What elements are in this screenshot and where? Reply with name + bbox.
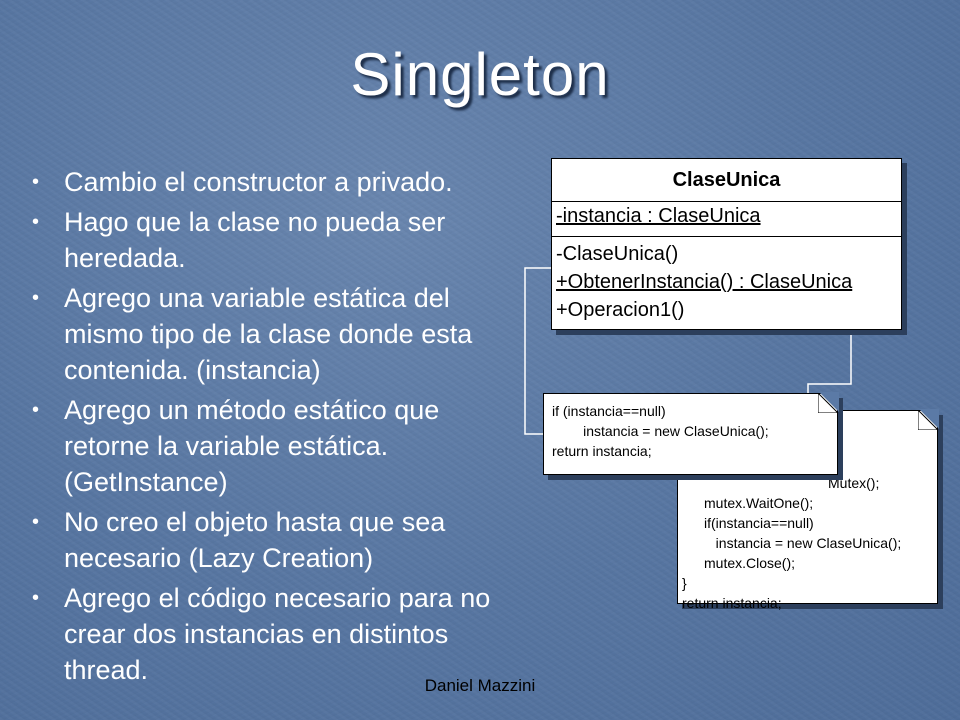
code-line: Mutex(); [828,475,880,491]
footer-author: Daniel Mazzini [424,676,536,695]
bullet-dot-icon: • [32,511,40,533]
code-line: mutex.WaitOne(); [704,495,814,511]
uml-operation-constructor: -ClaseUnica() [556,243,679,265]
note-corner-fold-icon [918,410,938,430]
uml-attributes [552,202,901,237]
code-line: return instancia; [682,595,782,611]
bullet-item: • Agrego el código necesario para no crear dos instancias en distintos thread. [30,580,530,688]
code-line: mutex.Close(); [704,555,796,571]
bullet-item: • Agrego una variable estática del mismo tipo de la clase donde esta contenida. (instancia) [30,280,530,388]
bullet-item: • Hago que la clase no pueda ser heredada. [30,204,530,276]
bullet-dot-icon: • [32,211,40,233]
bullet-list [30,164,530,692]
code-line: instancia = new ClaseUnica(); [704,535,902,551]
code-line: if(instancia==null) [704,515,814,531]
connector-back-note [808,331,851,393]
code-line: } [682,575,687,591]
uml-class-name: ClaseUnica [552,159,901,202]
code-line: return instancia; [552,443,652,459]
bullet-item: • Cambio el constructor a privado. [30,164,530,200]
bullet-dot-icon: • [32,287,40,309]
code-line: instancia = new ClaseUnica(); [552,423,769,439]
code-line: if (instancia==null) [552,403,666,419]
uml-operation-operacion1: +Operacion1() [556,299,685,321]
uml-operations [552,237,901,324]
bullet-dot-icon: • [32,587,40,609]
uml-attribute-instancia: -instancia : ClaseUnica [556,205,761,227]
uml-operation-obtener-instancia: +ObtenerInstancia() : ClaseUnica [556,271,853,293]
uml-class-box [551,158,902,330]
bullet-item: • Agrego un método estático que retorne la variable estática. (GetInstance) [30,392,530,500]
bullet-dot-icon: • [32,171,40,193]
slide-title: Singleton [350,41,610,108]
bullet-dot-icon: • [32,399,40,421]
note-corner-fold-icon [818,393,838,413]
code-note-simple [543,393,838,475]
bullet-item: • No creo el objeto hasta que sea necesario (Lazy Creation) [30,504,530,576]
